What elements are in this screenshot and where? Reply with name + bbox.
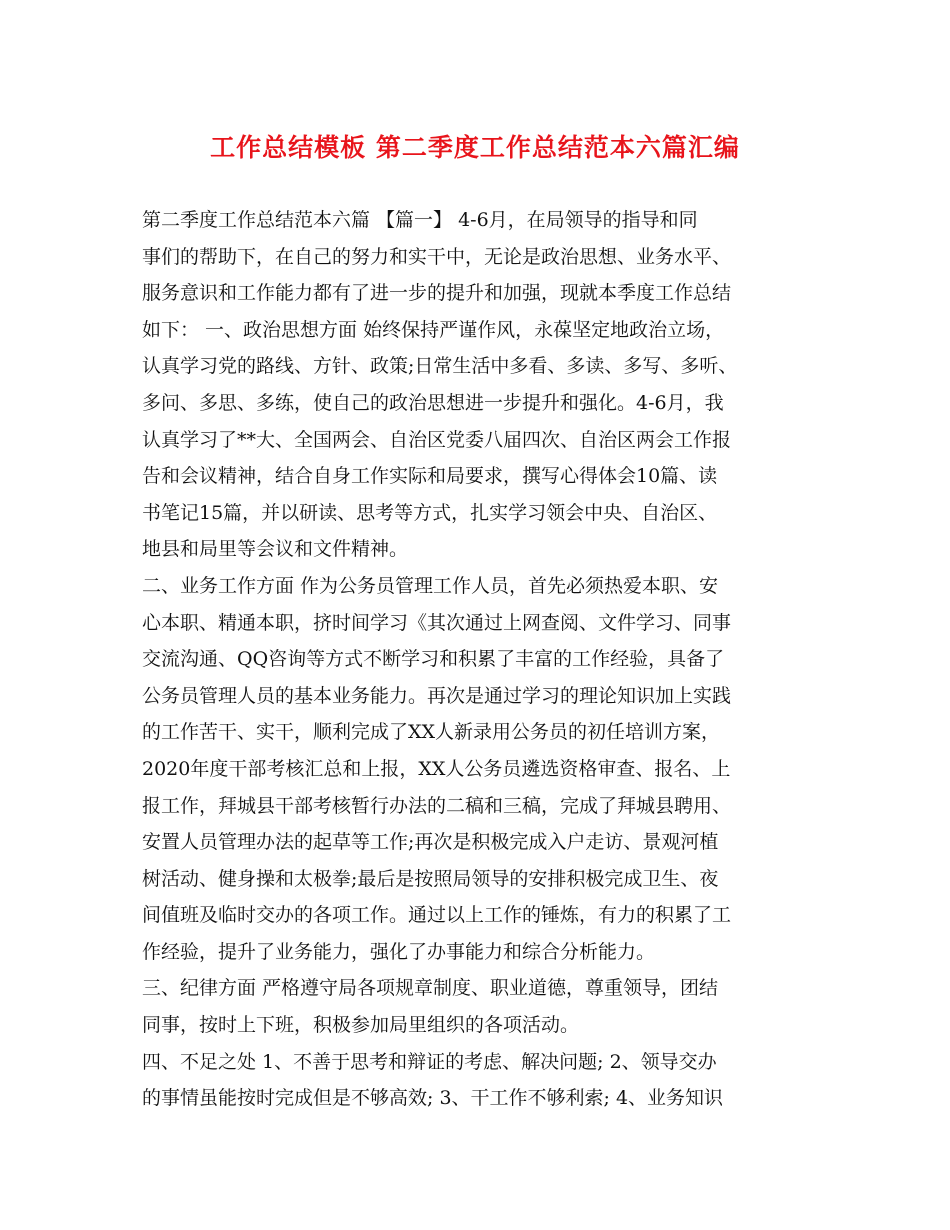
body-line: 告和会议精神，结合自身工作实际和局要求，撰写心得体会10篇、读 bbox=[142, 465, 718, 488]
body-line: 交流沟通、QQ咨询等方式不断学习和积累了丰富的工作经验，具备了 bbox=[142, 648, 725, 671]
document-body bbox=[142, 202, 822, 1117]
body-line: 树活动、健身操和太极拳;最后是按照局领导的安排积极完成卫生、夜 bbox=[142, 867, 719, 890]
body-line: 间值班及临时交办的各项工作。通过以上工作的锤炼，有力的积累了工 bbox=[142, 904, 732, 927]
body-line: 事们的帮助下，在自己的努力和实干中，无论是政治思想、业务水平、 bbox=[142, 245, 732, 268]
body-line: 同事，按时上下班，积极参加局里组织的各项活动。 bbox=[142, 1014, 580, 1037]
body-line: 的工作苦干、实干，顺利完成了XX人新录用公务员的初任培训方案， bbox=[142, 721, 721, 744]
body-line: 认真学习了**大、全国两会、自治区党委八届四次、自治区两会工作报 bbox=[142, 428, 732, 451]
body-line: 四、不足之处 1、不善于思考和辩证的考虑、解决问题; 2、领导交办 bbox=[142, 1050, 717, 1073]
body-line: 作经验，提升了业务能力，强化了办事能力和综合分析能力。 bbox=[142, 940, 656, 963]
body-line: 三、纪律方面 严格遵守局各项规章制度、职业道德，尊重领导，团结 bbox=[142, 977, 719, 1000]
body-line: 认真学习党的路线、方针、政策;日常生活中多看、多读、多写、多听、 bbox=[142, 355, 738, 378]
body-line: 报工作，拜城县干部考核暂行办法的二稿和三稿，完成了拜城县聘用、 bbox=[142, 794, 732, 817]
body-line: 安置人员管理办法的起草等工作;再次是积极完成入户走访、景观河植 bbox=[142, 831, 719, 854]
body-line: 二、业务工作方面 作为公务员管理工作人员，首先必须热爱本职、安 bbox=[142, 574, 719, 597]
body-line: 服务意识和工作能力都有了进一步的提升和加强，现就本季度工作总结 bbox=[142, 282, 732, 305]
body-line: 第二季度工作总结范本六篇 【篇一】 4-6月，在局领导的指导和同 bbox=[142, 209, 698, 231]
body-line: 2020年度干部考核汇总和上报，XX人公务员遴选资格审查、报名、上 bbox=[142, 757, 731, 780]
body-line: 公务员管理人员的基本业务能力。再次是通过学习的理论知识加上实践 bbox=[142, 684, 732, 707]
document-title: 工作总结模板 第二季度工作总结范本六篇汇编 bbox=[210, 133, 740, 162]
body-line: 多问、多思、多练，使自己的政治思想进一步提升和强化。4-6月，我 bbox=[142, 391, 724, 414]
body-line: 地县和局里等会议和文件精神。 bbox=[142, 538, 409, 561]
body-line: 的事情虽能按时完成但是不够高效; 3、干工作不够利索; 4、业务知识 bbox=[142, 1087, 724, 1110]
body-line: 心本职、精通本职，挤时间学习《其次通过上网查阅、文件学习、同事 bbox=[142, 611, 732, 634]
body-line: 如下： 一、政治思想方面 始终保持严谨作风，永葆坚定地政治立场， bbox=[142, 318, 725, 341]
body-line: 书笔记15篇，并以研读、思考等方式，扎实学习领会中央、自治区、 bbox=[142, 501, 718, 524]
